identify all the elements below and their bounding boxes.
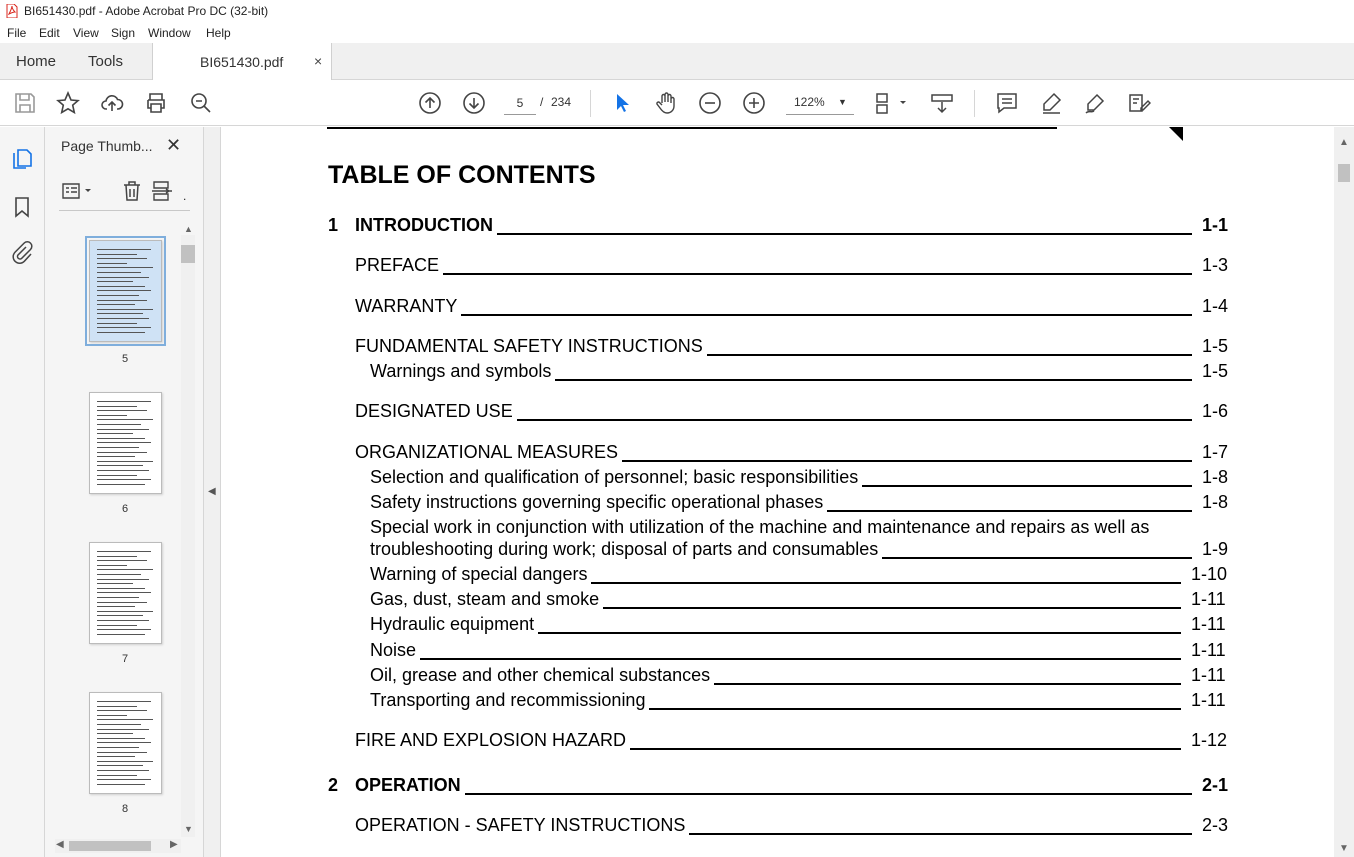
toc-page-number: 1-1: [1202, 215, 1229, 235]
thumbnail-text-line: [97, 447, 139, 448]
thumbnail-text-line: [97, 602, 147, 603]
menu-view[interactable]: View: [73, 26, 99, 40]
scroll-up-arrow-icon[interactable]: ▲: [184, 224, 193, 234]
toc-entry-title: Special work in conjunction with utilization of the machine and maintenance and repairs as well as: [370, 517, 1153, 538]
toc-page-number: 1-11: [1191, 640, 1226, 660]
thumbnail-text-line: [97, 579, 149, 580]
zoom-out-icon[interactable]: [698, 91, 722, 115]
sign-pen-icon[interactable]: [1083, 91, 1107, 115]
save-icon[interactable]: [13, 91, 37, 115]
document-view[interactable]: [221, 127, 1334, 857]
toolbar: [0, 80, 1354, 126]
thumbnail-text-line: [97, 290, 151, 291]
thumbnail-text-line: [97, 615, 143, 616]
zoom-level-value: 122%: [794, 95, 825, 109]
thumbnail-text-line: [97, 583, 133, 584]
comment-icon[interactable]: [995, 91, 1019, 115]
toc-entry-title: INTRODUCTION: [355, 215, 497, 236]
toc-entry-title: Warnings and symbols: [370, 361, 555, 382]
toc-entry[interactable]: [221, 296, 1321, 318]
toc-entry-title: OPERATION - SAFETY INSTRUCTIONS: [355, 815, 689, 836]
find-search-icon[interactable]: [189, 91, 213, 115]
thumbnail-text-line: [97, 569, 153, 570]
thumbnail-text-line: [97, 263, 127, 264]
chevron-down-icon: ▼: [838, 97, 847, 107]
thumbnail-text-line: [97, 719, 153, 720]
thumbnail-text-line: [97, 433, 133, 434]
star-bookmark-icon[interactable]: [56, 91, 80, 115]
toc-entry[interactable]: [221, 690, 1321, 712]
thumbnail-text-line: [97, 710, 147, 711]
toc-leader-line: [443, 273, 1192, 275]
upload-cloud-icon[interactable]: [100, 91, 124, 115]
tab-document-title[interactable]: BI651430.pdf: [200, 54, 284, 70]
toolbar-divider: [590, 90, 591, 117]
thumbnail-text-line: [97, 784, 145, 785]
page-thumbnail[interactable]: [89, 240, 162, 342]
page-header-rule: [327, 127, 1057, 129]
menu-bar: [0, 23, 1354, 43]
select-cursor-icon[interactable]: [610, 91, 634, 115]
toc-leader-line: [555, 379, 1192, 381]
thumbnail-text-line: [97, 742, 151, 743]
toc-entry[interactable]: [221, 815, 1321, 837]
toc-entry[interactable]: [221, 539, 1321, 561]
thumbnail-text-line: [97, 470, 149, 471]
thumbnail-text-line: [97, 701, 151, 702]
toc-entry[interactable]: [221, 215, 1321, 237]
previous-page-icon[interactable]: [418, 91, 442, 115]
toc-entry-title: troubleshooting during work; disposal of parts and consumables: [370, 539, 882, 560]
thumbnail-text-line: [97, 327, 151, 328]
toc-entry-title: FIRE AND EXPLOSION HAZARD: [355, 730, 630, 751]
toc-page-number: 1-9: [1202, 539, 1229, 559]
thumbnail-text-line: [97, 406, 137, 407]
toc-entry-title: Gas, dust, steam and smoke: [370, 589, 603, 610]
scroll-up-arrow-icon[interactable]: ▲: [1339, 137, 1349, 148]
thumbnail-text-line: [97, 258, 147, 259]
toc-entry[interactable]: [221, 614, 1321, 636]
thumbnail-text-line: [97, 715, 127, 716]
menu-window[interactable]: Window: [148, 26, 191, 40]
page-thumbnails-pane: [45, 127, 204, 857]
thumbnail-text-line: [97, 729, 149, 730]
toc-leader-line: [649, 708, 1181, 710]
zoom-in-icon[interactable]: [742, 91, 766, 115]
toc-page-number: 1-7: [1202, 442, 1229, 462]
tab-bar: [0, 43, 1354, 80]
toc-page-number: 1-11: [1191, 589, 1226, 609]
thumbnail-text-line: [97, 597, 139, 598]
thumbnail-text-line: [97, 779, 151, 780]
thumbnail-text-line: [97, 332, 145, 333]
attachments-paperclip-icon[interactable]: [10, 240, 34, 264]
toc-leader-line: [603, 607, 1181, 609]
thumbnail-text-line: [97, 606, 135, 607]
thumbnail-text-line: [97, 461, 153, 462]
toc-leader-line: [517, 419, 1192, 421]
thumbnail-text-line: [97, 401, 151, 402]
scroll-left-arrow-icon[interactable]: ◀: [56, 839, 64, 850]
thumbnail-text-line: [97, 475, 137, 476]
left-navigation-rail: [0, 127, 45, 857]
toc-page-number: 1-12: [1191, 730, 1228, 750]
tab-close-button[interactable]: ×: [314, 53, 323, 69]
menu-edit[interactable]: Edit: [39, 26, 60, 40]
tab-tools[interactable]: Tools: [88, 53, 124, 70]
toc-entry[interactable]: [221, 336, 1321, 358]
toc-entry-title: Hydraulic equipment: [370, 614, 538, 635]
thumbnail-text-line: [97, 588, 145, 589]
thumbnail-text-line: [97, 770, 149, 771]
toc-entry[interactable]: [221, 517, 1321, 539]
thumbnail-text-line: [97, 415, 127, 416]
thumbnail-text-line: [97, 456, 135, 457]
thumbnail-text-line: [97, 775, 137, 776]
thumbnail-text-line: [97, 592, 151, 593]
toc-entry[interactable]: [221, 361, 1321, 383]
edit-pdf-icon[interactable]: [1127, 91, 1151, 115]
thumbnail-text-line: [97, 765, 143, 766]
thumbnail-text-line: [97, 620, 149, 621]
thumbnail-page-number: 8: [121, 803, 129, 815]
toc-page-number: 1-10: [1191, 564, 1228, 584]
toc-leader-line: [630, 748, 1181, 750]
toc-leader-line: [882, 557, 1192, 559]
thumbnail-text-line: [97, 304, 135, 305]
toc-leader-line: [689, 833, 1192, 835]
toc-leader-line: [461, 314, 1192, 316]
title-bar: [0, 0, 1354, 23]
toc-entry[interactable]: [221, 401, 1321, 423]
toc-page-number: 1-11: [1191, 690, 1226, 710]
thumbnail-text-line: [97, 724, 141, 725]
toc-entry-title: Safety instructions governing specific operational phases: [370, 492, 827, 513]
thumbnail-text-line: [97, 277, 149, 278]
toc-leader-line: [465, 793, 1192, 795]
thumbnail-text-line: [97, 479, 151, 480]
toc-entry[interactable]: [221, 640, 1321, 662]
toc-page-number: 1-11: [1191, 665, 1226, 685]
tab-home[interactable]: Home: [16, 53, 57, 70]
toc-entry[interactable]: [221, 730, 1321, 752]
toc-entry[interactable]: [221, 775, 1321, 797]
thumbnail-text-line: [97, 267, 153, 268]
thumbnail-text-line: [97, 429, 149, 430]
thumbnail-text-line: [97, 323, 137, 324]
window-title: BI651430.pdf - Adobe Acrobat Pro DC (32-bit): [24, 4, 269, 18]
page-thumbnails-icon[interactable]: [10, 147, 34, 171]
toc-page-number: 1-3: [1202, 255, 1229, 275]
toc-entry-title: ORGANIZATIONAL MEASURES: [355, 442, 622, 463]
toc-entry-title: Transporting and recommissioning: [370, 690, 649, 711]
toc-entry[interactable]: [221, 255, 1321, 277]
toc-section-number: 2: [328, 775, 339, 795]
scroll-down-arrow-icon[interactable]: ▼: [1339, 843, 1349, 854]
page-separator: /: [540, 95, 544, 109]
page-display-icon[interactable]: [874, 91, 908, 115]
insert-pages-icon[interactable]: [151, 180, 173, 207]
thumbnail-text-line: [97, 611, 153, 612]
thumbnail-text-line: [97, 565, 127, 566]
thumbnail-text-line: [97, 738, 145, 739]
toc-entry-title: PREFACE: [355, 255, 443, 276]
highlight-pen-icon[interactable]: [1039, 91, 1063, 115]
thumbnail-text-line: [97, 706, 137, 707]
scroll-right-arrow-icon[interactable]: ▶: [170, 839, 178, 850]
toc-entry-title: FUNDAMENTAL SAFETY INSTRUCTIONS: [355, 336, 707, 357]
page-number-input[interactable]: [504, 91, 536, 115]
toc-entry[interactable]: [221, 589, 1321, 611]
document-vertical-scrollbar[interactable]: [1334, 127, 1354, 857]
scroll-down-arrow-icon[interactable]: ▼: [184, 824, 193, 834]
delete-trash-icon[interactable]: [121, 180, 143, 207]
total-pages: 234: [551, 95, 572, 109]
toc-leader-line: [591, 582, 1181, 584]
thumbnail-vertical-scrollbar[interactable]: [181, 235, 195, 837]
thumbnail-text-line: [97, 733, 133, 734]
menu-file[interactable]: File: [7, 26, 27, 40]
more-tools-icon[interactable]: .: [183, 189, 187, 203]
toolbar-divider: [974, 90, 975, 117]
thumbnail-text-line: [97, 484, 145, 485]
page-thumbnail[interactable]: [89, 392, 162, 494]
toc-leader-line: [714, 683, 1181, 685]
thumbnail-text-line: [97, 756, 135, 757]
acrobat-pdf-icon: [6, 4, 18, 18]
toc-page-number: 2-3: [1202, 815, 1229, 835]
page-thumbnail[interactable]: [89, 692, 162, 794]
thumbnail-text-line: [97, 249, 151, 250]
bookmarks-icon[interactable]: [10, 195, 34, 219]
thumbnail-text-line: [97, 761, 153, 762]
next-page-icon[interactable]: [462, 91, 486, 115]
hand-tool-icon[interactable]: [654, 91, 678, 115]
thumbnail-page-number: 7: [121, 653, 129, 665]
thumbnail-page-number: 6: [121, 503, 129, 515]
toc-entry-title: Noise: [370, 640, 420, 661]
thumbnail-text-line: [97, 295, 139, 296]
thumbnail-text-line: [97, 286, 145, 287]
thumbnail-text-line: [97, 309, 153, 310]
thumbnail-hscroll-thumb[interactable]: [69, 841, 151, 851]
document-scroll-thumb[interactable]: [1338, 164, 1350, 182]
toc-page-number: 1-4: [1202, 296, 1229, 316]
toc-section-number: 1: [328, 215, 339, 235]
toc-leader-line: [622, 460, 1192, 462]
thumbnail-text-line: [97, 281, 133, 282]
thumbnail-text-line: [97, 634, 145, 635]
menu-help[interactable]: Help: [206, 26, 231, 40]
toc-heading: TABLE OF CONTENTS: [328, 161, 596, 189]
thumbnail-text-line: [97, 410, 147, 411]
toc-leader-line: [827, 510, 1192, 512]
toc-entry[interactable]: [221, 564, 1321, 586]
thumbnail-text-line: [97, 424, 141, 425]
thumbnail-text-line: [97, 625, 137, 626]
toc-leader-line: [707, 354, 1192, 356]
toc-leader-line: [862, 485, 1192, 487]
scroll-mode-icon[interactable]: [930, 91, 954, 115]
thumbnail-text-line: [97, 254, 137, 255]
toc-page-number: 1-8: [1202, 467, 1229, 487]
thumbnail-text-line: [97, 747, 139, 748]
thumbnail-text-line: [97, 442, 151, 443]
thumbnail-options-icon[interactable]: [61, 181, 95, 206]
thumbnail-text-line: [97, 752, 147, 753]
thumbnail-text-line: [97, 272, 141, 273]
toc-entry[interactable]: [221, 442, 1321, 464]
toc-entry-title: DESIGNATED USE: [355, 401, 517, 422]
thumbnail-text-line: [97, 419, 153, 420]
thumbnail-tools: [59, 177, 190, 211]
toc-entry-title: Oil, grease and other chemical substances: [370, 665, 714, 686]
toc-entry-title: OPERATION: [355, 775, 465, 796]
toc-page-number: 1-5: [1202, 336, 1229, 356]
thumbnail-text-line: [97, 438, 145, 439]
pane-collapse-gutter[interactable]: [204, 127, 221, 857]
toc-leader-line: [538, 632, 1181, 634]
thumbnail-text-line: [97, 300, 147, 301]
toc-page-number: 1-8: [1202, 492, 1229, 512]
toc-page-number: 1-5: [1202, 361, 1229, 381]
thumbnail-text-line: [97, 452, 147, 453]
collapse-pane-arrow-icon[interactable]: ◀: [208, 486, 216, 497]
tab-document[interactable]: [152, 43, 332, 80]
page-thumbnail[interactable]: [89, 542, 162, 644]
toc-page-number: 2-1: [1202, 775, 1229, 795]
toc-entry-title: Selection and qualification of personnel; basic responsibilities: [370, 467, 862, 488]
thumbnail-text-line: [97, 551, 151, 552]
thumbnail-text-line: [97, 560, 147, 561]
print-icon[interactable]: [144, 91, 168, 115]
thumbnail-page-number: 5: [121, 353, 129, 365]
thumbnail-text-line: [97, 313, 143, 314]
toc-leader-line: [420, 658, 1181, 660]
page-corner-mark: [1169, 127, 1183, 141]
thumbnail-scroll-thumb[interactable]: [181, 245, 195, 263]
thumbnail-text-line: [97, 318, 149, 319]
close-icon[interactable]: ✕: [166, 135, 182, 155]
thumbnail-text-line: [97, 465, 143, 466]
toc-page-number: 1-11: [1191, 614, 1226, 634]
thumbnail-text-line: [97, 629, 151, 630]
toc-entry-title: WARRANTY: [355, 296, 461, 317]
thumbnail-text-line: [97, 574, 141, 575]
toc-leader-line: [497, 233, 1192, 235]
zoom-level-dropdown[interactable]: [786, 91, 854, 115]
pane-title: Page Thumb...: [61, 138, 153, 154]
toc-entry-title: Warning of special dangers: [370, 564, 591, 585]
menu-sign[interactable]: Sign: [111, 26, 136, 40]
toc-entry[interactable]: [221, 492, 1321, 514]
thumbnail-text-line: [97, 556, 137, 557]
toc-entry[interactable]: [221, 467, 1321, 489]
toc-page-number: 1-6: [1202, 401, 1229, 421]
toc-entry[interactable]: [221, 665, 1321, 687]
